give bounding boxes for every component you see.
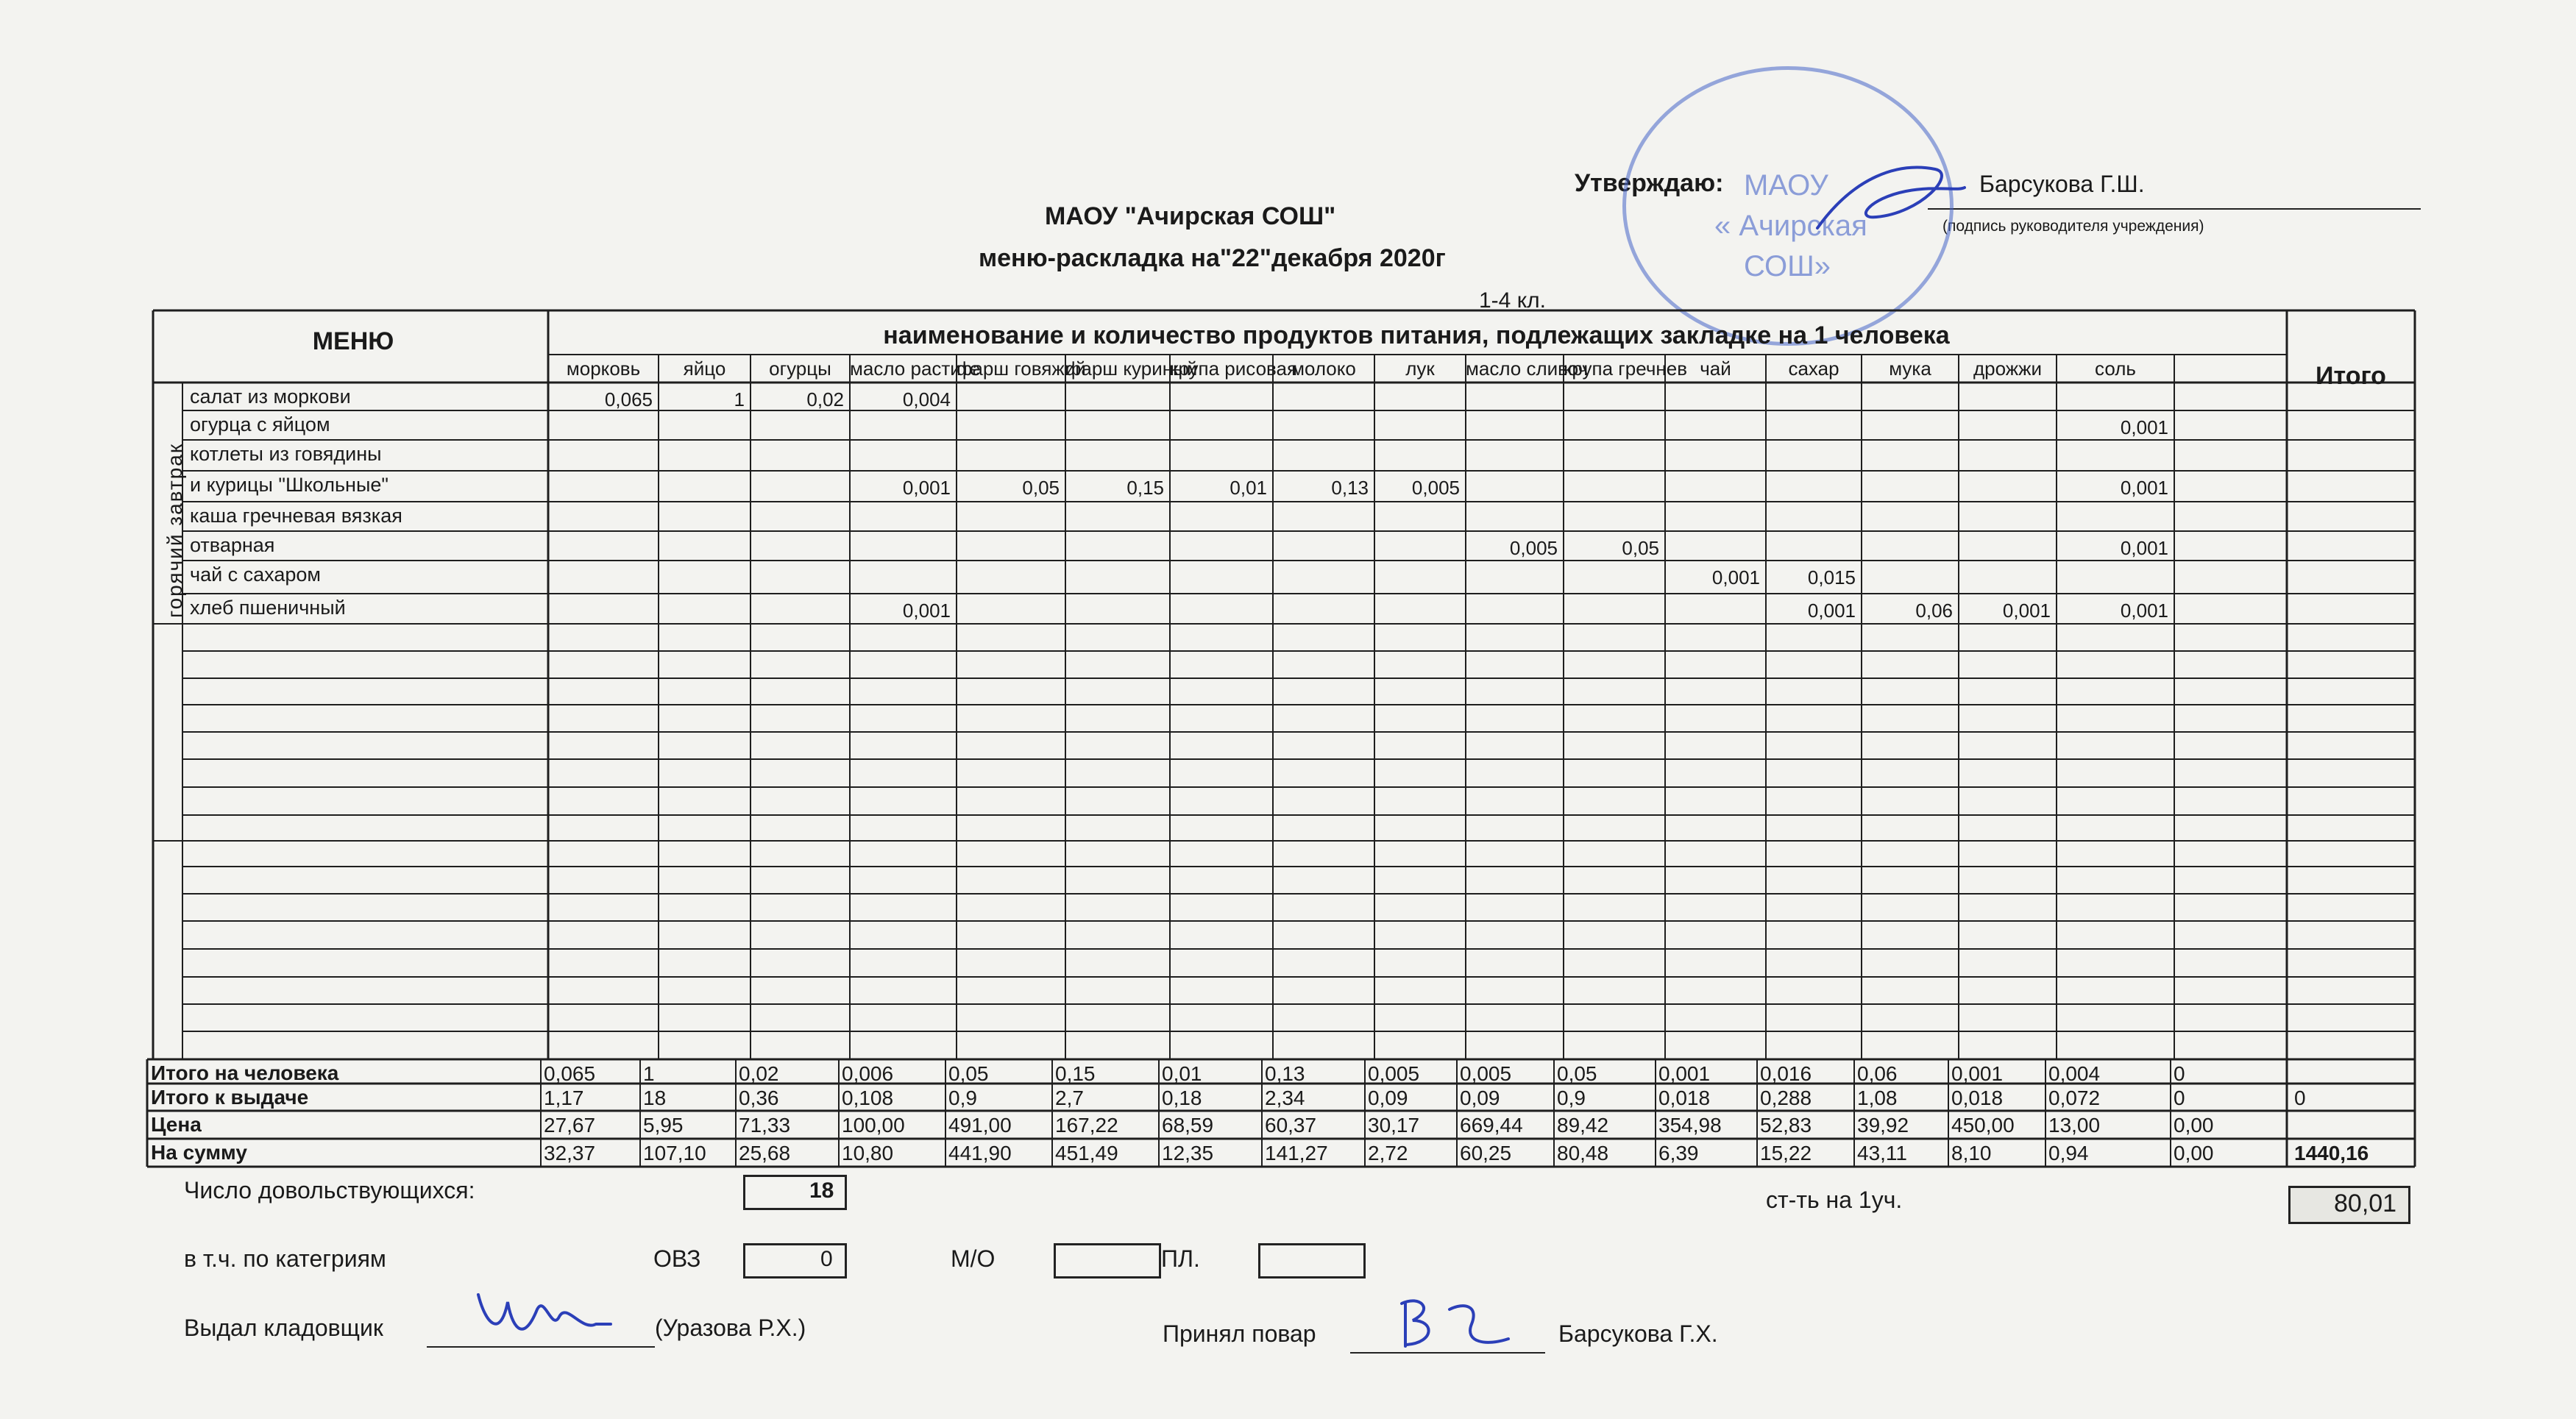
products-header: наименование и количество продуктов питания, подлежащих закладке на 1 человека: [883, 321, 1950, 349]
dish-quantity: 0,015: [1807, 566, 1856, 588]
summary-value: 0,18: [1162, 1087, 1202, 1109]
cost-value: 80,01: [2334, 1189, 2397, 1217]
mo-label: М/О: [951, 1245, 996, 1272]
summary-value: 100,00: [842, 1114, 905, 1137]
summary-value: 12,35: [1162, 1142, 1214, 1164]
product-header: огурцы: [769, 358, 831, 380]
summary-value: 669,44: [1460, 1114, 1523, 1137]
dish-quantity: 0,05: [1622, 537, 1659, 559]
summary-value: 1: [643, 1062, 655, 1085]
summary-value: 2,72: [1368, 1142, 1408, 1164]
storekeeper-signature: [471, 1280, 618, 1354]
summary-total: 0: [2294, 1087, 2306, 1109]
summary-value: 6,39: [1658, 1142, 1699, 1164]
stamp-line-3: СОШ»: [1744, 250, 1831, 282]
summary-value: 107,10: [643, 1142, 706, 1164]
summary-value: 30,17: [1368, 1114, 1420, 1137]
summary-value: 0,36: [739, 1087, 779, 1109]
product-header: крупа гречнев: [1564, 358, 1688, 380]
dish-quantity: 0,001: [902, 477, 951, 499]
stamp-line-1: МАОУ: [1744, 169, 1828, 202]
summary-value: 0,09: [1460, 1087, 1500, 1109]
summary-value: 10,80: [842, 1142, 894, 1164]
summary-value: 5,95: [643, 1114, 684, 1137]
dish-quantity: 0,02: [806, 388, 844, 410]
summary-value: 0: [2174, 1062, 2185, 1085]
product-header: сахар: [1788, 358, 1839, 380]
pl-label: ПЛ.: [1161, 1245, 1200, 1272]
summary-value: 8,10: [1951, 1142, 1992, 1164]
mo-box: [1054, 1243, 1161, 1278]
dish-name: хлеб пшеничный: [190, 597, 346, 619]
product-header: дрожжи: [1973, 358, 2043, 380]
product-header: морковь: [566, 358, 641, 380]
dish-quantity: 0,005: [1509, 537, 1558, 559]
product-header: мука: [1889, 358, 1931, 380]
summary-value: 0,13: [1265, 1062, 1305, 1085]
product-header: крупа рисовая: [1170, 358, 1298, 380]
cook-signature: [1391, 1287, 1523, 1357]
summary-value: 0,108: [842, 1087, 894, 1109]
summary-value: 39,92: [1857, 1114, 1909, 1137]
dish-quantity: 0,05: [1022, 477, 1060, 499]
summary-value: 25,68: [739, 1142, 791, 1164]
summary-value: 0,9: [948, 1087, 977, 1109]
dish-quantity: 0,005: [1411, 477, 1460, 499]
dish-name: каша гречневая вязкая: [190, 505, 402, 527]
product-header: соль: [2095, 358, 2136, 380]
document-title: меню-раскладка на"22"декабря 2020г: [979, 244, 1446, 272]
summary-value: 0,001: [1658, 1062, 1711, 1085]
categories-label: в т.ч. по категриям: [184, 1245, 386, 1272]
issued-label: Выдал кладовщик: [184, 1315, 383, 1341]
summary-value: 0,001: [1951, 1062, 2004, 1085]
org-title: МАОУ "Ачирская СОШ": [1045, 202, 1336, 230]
summary-value: 1,17: [544, 1087, 584, 1109]
approver-name: Барсукова Г.Ш.: [1979, 171, 2145, 197]
product-header: лук: [1405, 358, 1435, 380]
summary-label: Итого на человека: [151, 1061, 339, 1084]
summary-value: 0,016: [1760, 1062, 1812, 1085]
count-value: 18: [809, 1178, 834, 1203]
count-label: Число довольствующихся:: [184, 1177, 475, 1203]
summary-value: 0,05: [948, 1062, 989, 1085]
dish-name: отварная: [190, 534, 275, 556]
dish-quantity: 0,001: [2120, 600, 2168, 622]
summary-value: 451,49: [1055, 1142, 1118, 1164]
product-header: чай: [1700, 358, 1731, 380]
summary-value: 0,006: [842, 1062, 894, 1085]
dish-quantity: 0,15: [1126, 477, 1164, 499]
summary-label: Цена: [151, 1113, 202, 1136]
summary-value: 0: [2174, 1087, 2185, 1109]
dish-quantity: 0,01: [1230, 477, 1267, 499]
dish-quantity: 0,065: [604, 388, 653, 410]
summary-value: 13,00: [2048, 1114, 2101, 1137]
stamp-line-2: « Ачирская: [1714, 210, 1867, 242]
summary-value: 441,90: [948, 1142, 1012, 1164]
summary-value: 0,9: [1557, 1087, 1586, 1109]
summary-value: 0,15: [1055, 1062, 1096, 1085]
approve-label: Утверждаю:: [1575, 169, 1724, 197]
summary-label: На сумму: [151, 1141, 247, 1164]
summary-total: 1440,16: [2294, 1142, 2369, 1164]
summary-value: 0,288: [1760, 1087, 1812, 1109]
approve-note: (подпись руководителя учреждения): [1942, 218, 2204, 235]
product-header: масло раститe: [850, 358, 981, 380]
product-header: молоко: [1291, 358, 1356, 380]
summary-label: Итого к выдаче: [151, 1086, 309, 1109]
summary-value: 141,27: [1265, 1142, 1328, 1164]
dish-name: котлеты из говядины: [190, 443, 382, 465]
summary-value: 60,25: [1460, 1142, 1512, 1164]
dish-name: чай с сахаром: [190, 563, 321, 586]
summary-value: 450,00: [1951, 1114, 2015, 1137]
summary-value: 52,83: [1760, 1114, 1812, 1137]
received-name: Барсукова Г.Х.: [1558, 1320, 1718, 1347]
summary-value: 2,34: [1265, 1087, 1305, 1109]
summary-value: 491,00: [948, 1114, 1012, 1137]
summary-value: 71,33: [739, 1114, 791, 1137]
dish-quantity: 0,06: [1915, 600, 1953, 622]
summary-value: 18: [643, 1087, 667, 1109]
summary-value: 0,06: [1857, 1062, 1898, 1085]
summary-value: 167,22: [1055, 1114, 1118, 1137]
summary-value: 1,08: [1857, 1087, 1898, 1109]
summary-value: 0,065: [544, 1062, 596, 1085]
summary-value: 0,072: [2048, 1087, 2101, 1109]
ovz-value: 0: [820, 1247, 833, 1271]
dish-name: огурца с яйцом: [190, 413, 330, 435]
summary-value: 0,005: [1368, 1062, 1420, 1085]
dish-name: салат из моркови: [190, 385, 351, 408]
summary-value: 0,018: [1951, 1087, 2004, 1109]
dish-quantity: 0,004: [902, 388, 951, 410]
summary-value: 0,94: [2048, 1142, 2089, 1164]
dish-quantity: 0,001: [1711, 566, 1760, 588]
summary-value: 27,67: [544, 1114, 596, 1137]
grade-label: 1-4 кл.: [1479, 288, 1546, 313]
summary-value: 0,09: [1368, 1087, 1408, 1109]
product-header: масло сливоч: [1466, 358, 1589, 380]
summary-value: 2,7: [1055, 1087, 1084, 1109]
summary-value: 43,11: [1857, 1142, 1907, 1164]
summary-value: 0,018: [1658, 1087, 1711, 1109]
summary-value: 0,01: [1162, 1062, 1202, 1085]
menu-header: МЕНЮ: [312, 327, 394, 355]
dish-quantity: 0,13: [1331, 477, 1369, 499]
summary-value: 0,05: [1557, 1062, 1597, 1085]
dish-quantity: 1: [734, 388, 745, 410]
dish-quantity: 0,001: [902, 600, 951, 622]
summary-value: 0,00: [2174, 1114, 2214, 1137]
pl-box: [1258, 1243, 1366, 1278]
cost-label: ст-ть на 1уч.: [1766, 1187, 1903, 1213]
dish-quantity: 0,001: [2120, 537, 2168, 559]
summary-value: 60,37: [1265, 1114, 1317, 1137]
dish-quantity: 0,001: [2120, 416, 2168, 438]
summary-value: 0,005: [1460, 1062, 1512, 1085]
product-header: фарш говяжий: [957, 358, 1086, 380]
summary-value: 0,00: [2174, 1142, 2214, 1164]
summary-value: 0,02: [739, 1062, 779, 1085]
ovz-label: ОВЗ: [653, 1245, 701, 1272]
section-label: горячий завтрак: [163, 442, 186, 618]
received-label: Принял повар: [1163, 1320, 1316, 1347]
total-header: Итого: [2316, 362, 2386, 390]
dish-quantity: 0,001: [1807, 600, 1856, 622]
product-header: яйцо: [683, 358, 726, 380]
summary-value: 89,42: [1557, 1114, 1609, 1137]
summary-value: 68,59: [1162, 1114, 1214, 1137]
dish-name: и курицы "Школьные": [190, 474, 388, 496]
issued-name: (Уразова Р.Х.): [655, 1315, 806, 1341]
summary-value: 80,48: [1557, 1142, 1609, 1164]
dish-quantity: 0,001: [2120, 477, 2168, 499]
dish-quantity: 0,001: [2002, 600, 2051, 622]
summary-value: 354,98: [1658, 1114, 1722, 1137]
summary-value: 32,37: [544, 1142, 596, 1164]
summary-value: 15,22: [1760, 1142, 1812, 1164]
summary-value: 0,004: [2048, 1062, 2101, 1085]
product-header: фарш куриный: [1065, 358, 1198, 380]
